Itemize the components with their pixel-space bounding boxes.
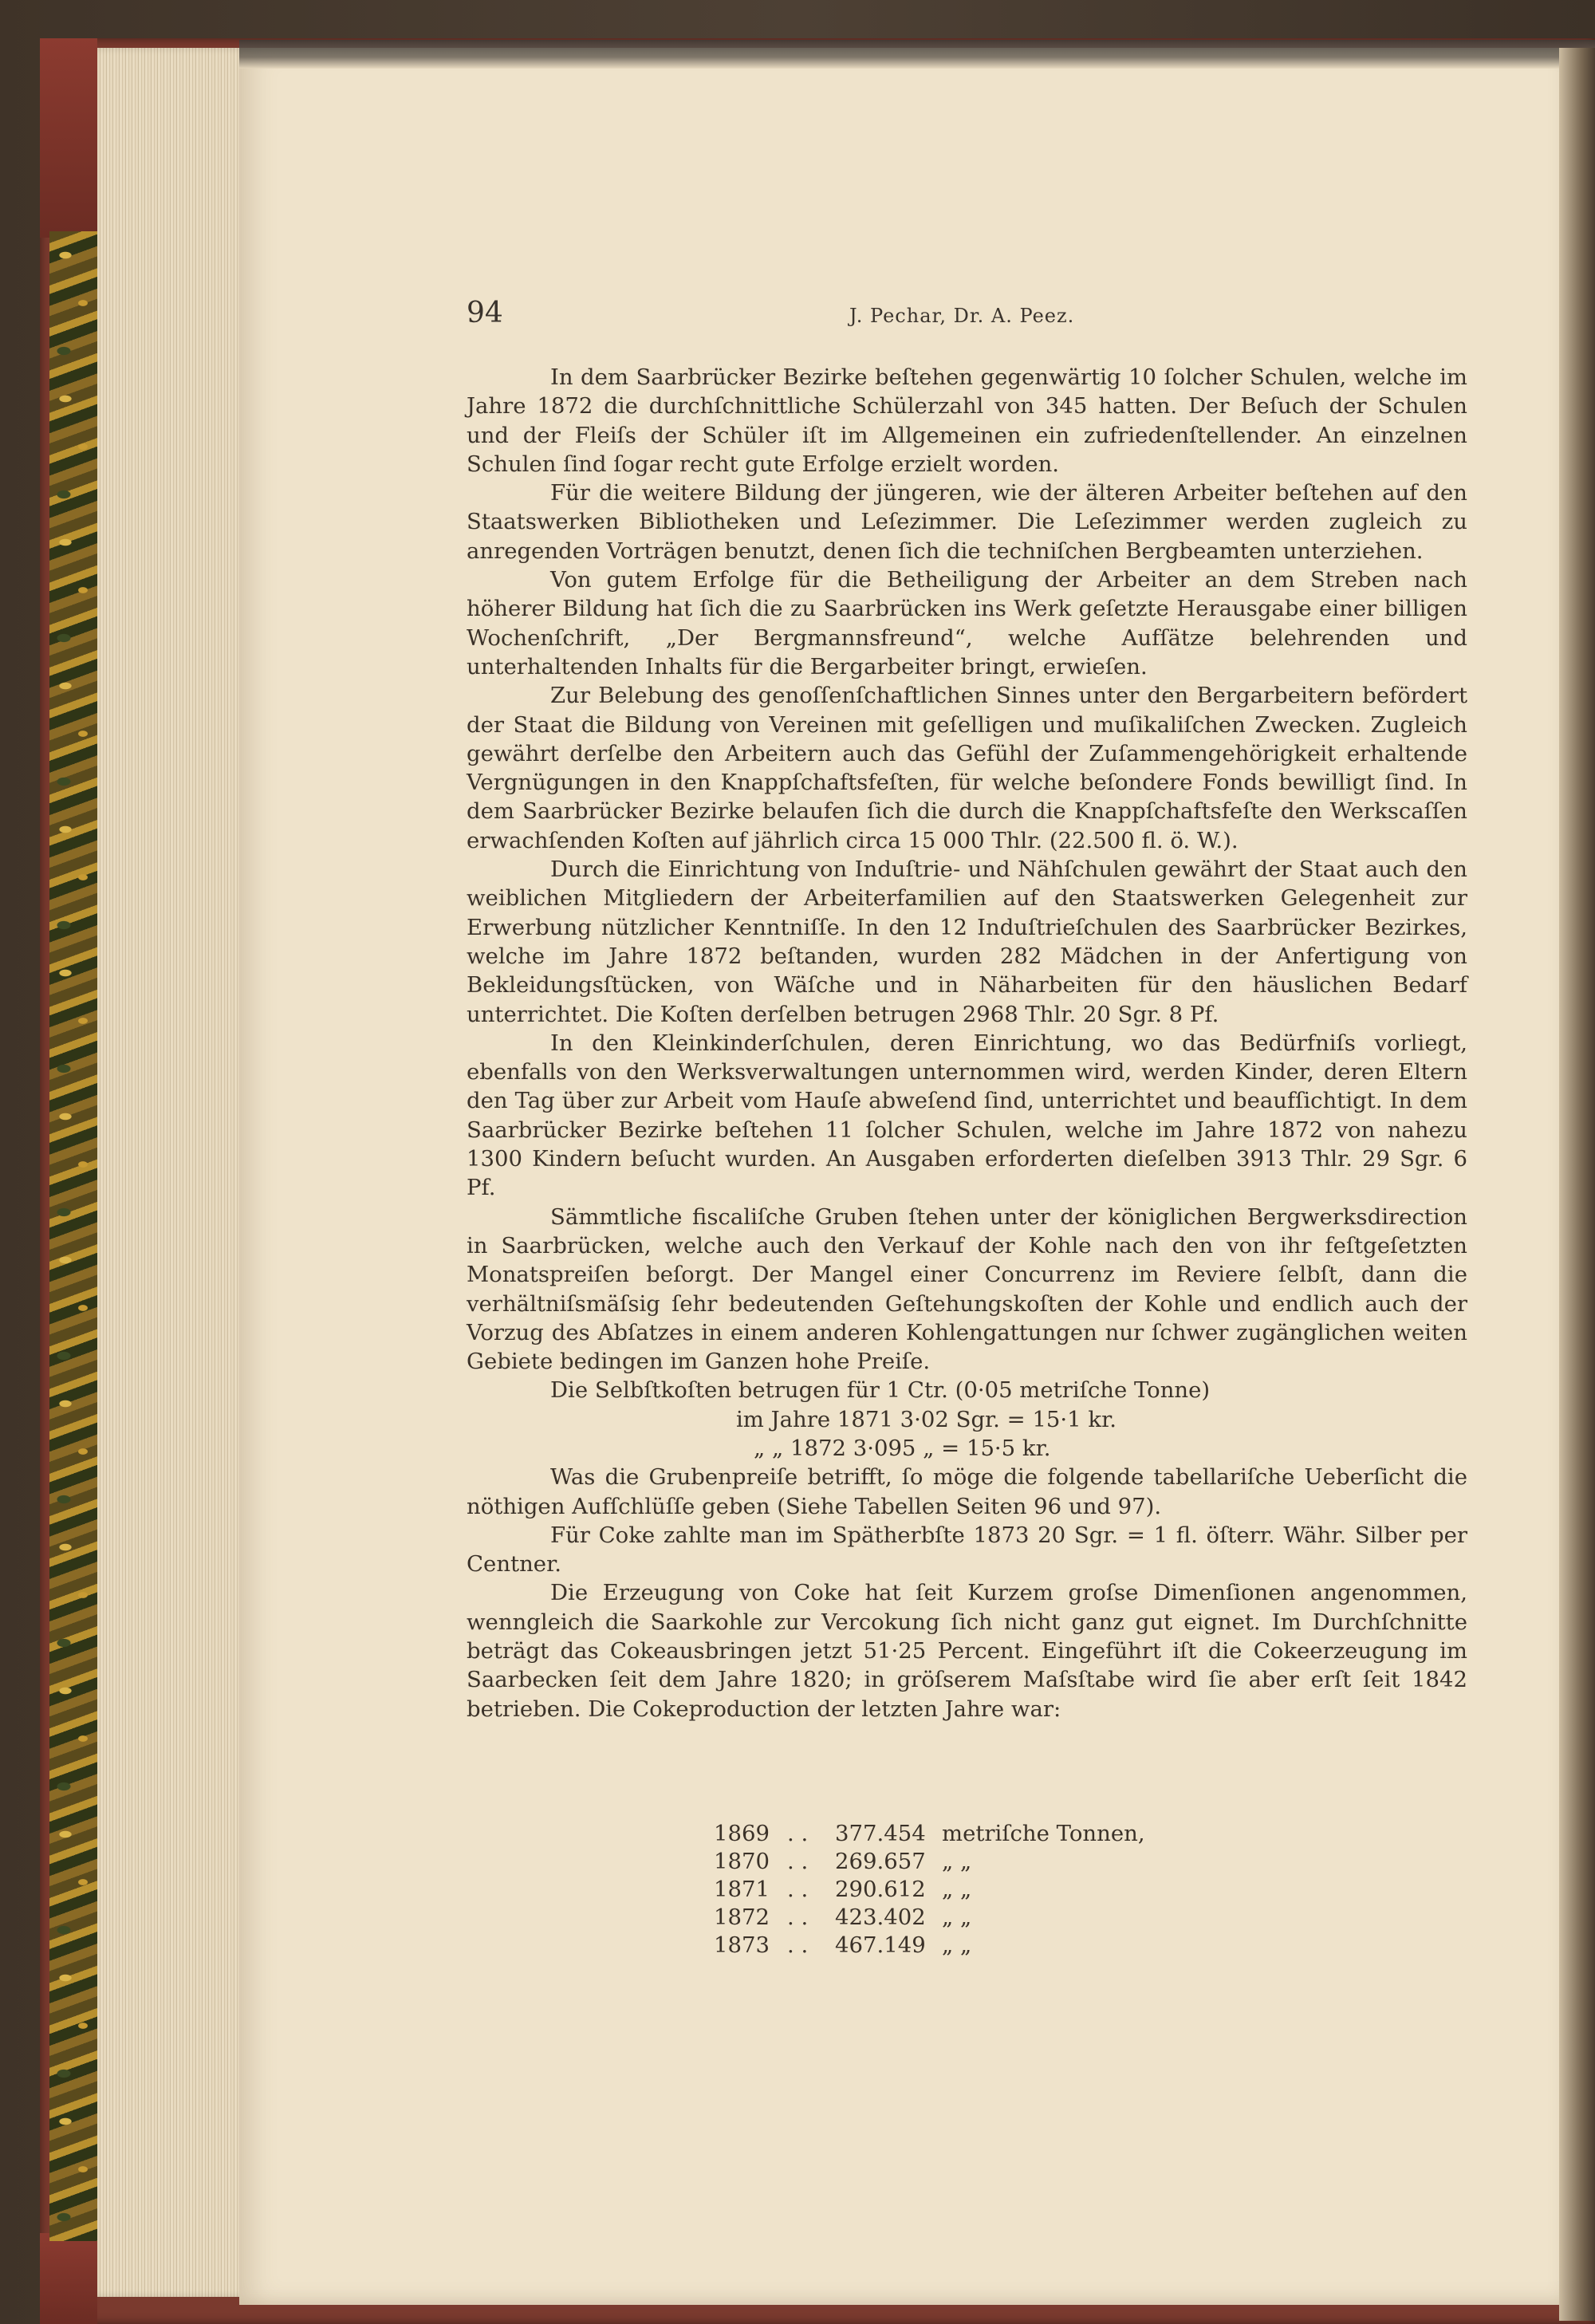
- paragraph: In den Kleinkinderſchulen, deren Einrichtung, wo das Bedürfniſs vorliegt, ebenfalls von den Werksverwaltungen unternommen wird, werden Kinder, deren Eltern den Tag über zur Arbeit vom Hauſe abweſend ſind, unterrichtet und beaufſichtigt. In dem Saarbrücker Bezirke beſtehen 11 ſolcher Schulen, welche im Jahre 1872 von nahezu 1300 Kindern beſucht wurden. An Ausgaben erforderten dieſelben 3913 Thlr. 29 Sgr. 6 Pf.: [467, 1030, 1467, 1201]
- gutter: [1559, 48, 1595, 2321]
- paragraph: Sämmtliche fiscaliſche Gruben ſtehen unter der königlichen Bergwerksdirection in Saarbrücken, welche auch den Verkauf der Kohle nach den von ihr feſtgeſetzten Monatspreiſen beſorgt. Der Mangel einer Concurrenz im Reviere ſelbſt, dann die verhältniſsmäſsig ſehr bedeutenden Geſtehungskoſten der Kohle und endlich auch der Vorzug des Abſatzes in einem anderen Kohlengattungen nur ſchwer zugänglichen weiten Gebiete bedingen im Ganzen hohe Preiſe.: [467, 1203, 1467, 1375]
- unit-cell: „ „: [942, 1877, 972, 1902]
- running-header: [467, 297, 1455, 337]
- year-cell: 1872: [714, 1904, 770, 1930]
- body-text: [467, 363, 1467, 1723]
- value-cell: 377.454: [835, 1821, 926, 1846]
- year-cell: 1873: [714, 1932, 770, 1958]
- page-block-edges: [97, 48, 249, 2297]
- paragraph: Was die Grubenpreiſe betrifft, ſo möge die folgende tabellariſche Ueberſicht die nöthigen Aufſchlüſſe geben (Siehe Tabellen Seiten 96 und 97).: [467, 1464, 1467, 1519]
- cost-line-1872: „ „ 1872 3·095 „ = 15·5 kr.: [754, 1435, 1051, 1461]
- table-row: [714, 1848, 1145, 1876]
- table-row: [714, 1876, 1145, 1904]
- paragraph: Die Selbſtkoſten betrugen für 1 Ctr. (0·05 metriſche Tonne): [550, 1377, 1211, 1404]
- leader-dots: . .: [787, 1877, 809, 1902]
- table-row: [714, 1820, 1145, 1848]
- table-row: [714, 1932, 1145, 1960]
- cover-corner-bottom: [40, 2233, 97, 2324]
- marbled-edge: [49, 231, 100, 2241]
- coke-production-table: [714, 1820, 1145, 1960]
- paragraph: Für die weitere Bildung der jüngeren, wie der älteren Arbeiter beſtehen auf den Staatswerken Bibliotheken und Leſezimmer. Die Leſezimmer werden zugleich zu anregenden Vorträgen benutzt, denen ſich die techniſchen Bergbeamten unterziehen.: [467, 480, 1467, 564]
- paragraph: In dem Saarbrücker Bezirke beſtehen gegenwärtig 10 ſolcher Schulen, welche im Jahre 1872 die durchſchnittliche Schülerzahl von 345 hatten. Der Beſuch der Schulen und der Fleiſs der Schüler iſt im Allgemeinen ein zufriedenſtellender. An einzelnen Schulen ſind ſogar recht gute Erfolge erzielt worden.: [467, 364, 1467, 477]
- year-cell: 1871: [714, 1877, 770, 1902]
- value-cell: 269.657: [835, 1849, 926, 1874]
- paragraph: Die Erzeugung von Coke hat ſeit Kurzem groſse Dimenſionen angenommen, wenngleich die Saarkohle zur Vercokung ſich nicht ganz gut eignet. Im Durchſchnitte beträgt das Cokeausbringen jetzt 51·25 Percent. Eingeführt iſt die Cokeerzeugung im Saarbecken ſeit dem Jahre 1820; in gröſserem Maſsſtabe wird ſie aber erſt ſeit 1842 betrieben. Die Cokeproduction der letzten Jahre war:: [467, 1580, 1467, 1722]
- running-head: J. Pechar, Dr. A. Peez.: [849, 305, 1075, 327]
- paragraph: Zur Belebung des genoſſenſchaftlichen Sinnes unter den Bergarbeitern befördert der Staat die Bildung von Vereinen mit geſelligen und muſikaliſchen Zwecken. Zugleich gewährt derſelbe den Arbeitern auch das Gefühl der Zuſammengehörigkeit erhaltende Vergnügungen in den Knappſchaftsfeſten, für welche beſondere Fonds bewilligt ſind. In dem Saarbrücker Bezirke belaufen ſich die durch die Knappſchaftsfeſte den Werkscaſſen erwachſenden Koſten auf jährlich circa 15 000 Thlr. (22.500 fl. ö. W.).: [467, 683, 1467, 853]
- leader-dots: . .: [787, 1849, 809, 1874]
- table-row: [714, 1904, 1145, 1932]
- cost-line-1871: im Jahre 1871 3·02 Sgr. = 15·1 kr.: [736, 1406, 1116, 1432]
- leader-dots: . .: [787, 1932, 809, 1958]
- unit-cell: „ „: [942, 1904, 972, 1930]
- value-cell: 290.612: [835, 1877, 926, 1902]
- leader-dots: . .: [787, 1821, 809, 1846]
- value-cell: 467.149: [835, 1932, 926, 1958]
- paragraph: Für Coke zahlte man im Spätherbſte 1873 20 Sgr. = 1 fl. öſterr. Währ. Silber per Centner.: [467, 1522, 1467, 1578]
- unit-cell: „ „: [942, 1849, 972, 1874]
- year-cell: 1869: [714, 1821, 770, 1846]
- top-binding: [239, 40, 1595, 69]
- value-cell: 423.402: [835, 1904, 926, 1930]
- paragraph: Von gutem Erfolge für die Betheiligung der Arbeiter an dem Streben nach höherer Bildung hat ſich die zu Saarbrücken ins Werk geſetzte Herausgabe einer billigen Wochenſchrift, „Der Bergmannsfreund“, welche Aufſätze belehrenden und unterhaltenden Inhalts für die Bergarbeiter bringt, erwieſen.: [467, 567, 1467, 679]
- unit-cell: metriſche Tonnen,: [942, 1821, 1145, 1846]
- page-number: 94: [467, 297, 503, 329]
- year-cell: 1870: [714, 1849, 770, 1874]
- paragraph: Durch die Einrichtung von Induſtrie- und Nähſchulen gewährt der Staat auch den weiblichen Mitgliedern der Arbeiterfamilien auf den Staatswerken Gelegenheit zur Erwerbung nützlicher Kenntniſſe. In den 12 Induſtrieſchulen des Saarbrücker Bezirkes, welche im Jahre 1872 beſtanden, wurden 282 Mädchen in der Anfertigung von Bekleidungsſtücken, von Wäſche und in Näharbeiten für den häuslichen Bedarf unterrichtet. Die Koſten derſelben betrugen 2968 Thlr. 20 Sgr. 8 Pf.: [467, 857, 1467, 1027]
- leader-dots: . .: [787, 1904, 809, 1930]
- unit-cell: „ „: [942, 1932, 972, 1958]
- cover-corner-top: [40, 38, 97, 238]
